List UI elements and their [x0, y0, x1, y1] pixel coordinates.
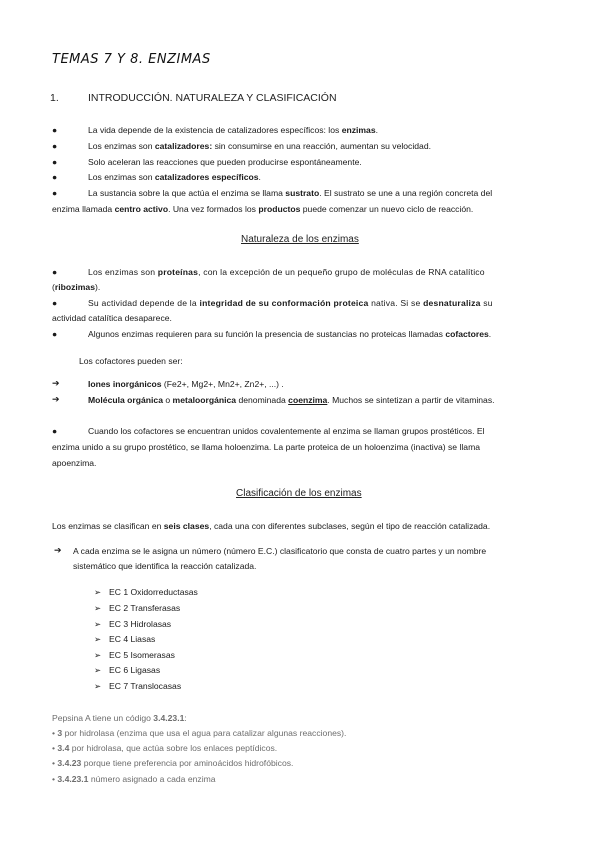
clasificacion-heading: Clasificación de los enzimas [236, 488, 362, 499]
prosteticos-line-1: Cuando los cofactores se encuentran unidos covalentemente al enzima se llaman grupos prostéticos. El [88, 426, 485, 436]
pepsina-item-3: • 3.4.23 porque tiene preferencia por aminoácidos hidrofóbicos. [52, 758, 294, 768]
triangle-arrow-icon: ➢ [94, 634, 102, 644]
bullet-icon: • [52, 728, 56, 738]
pepsina-item-1: • 3 por hidrolasa (enzima que usa el agua para catalizar algunas reacciones). [52, 728, 347, 738]
bullet-icon: ● [52, 298, 58, 308]
bullet-icon: ● [52, 125, 58, 135]
section-heading [50, 92, 337, 104]
intro-bullet-3: Solo aceleran las reacciones que pueden producirse espontáneamente. [88, 157, 362, 167]
triangle-arrow-icon: ➢ [94, 650, 102, 660]
triangle-arrow-icon: ➢ [94, 603, 102, 613]
ec-class-item: ➢ EC 5 Isomerasas [94, 650, 175, 660]
prosteticos-line-2: enzima unido a su grupo prostético, se llama holoenzima. La parte proteica de un holoenzima (inactiva) se llama [52, 442, 481, 452]
clasificacion-intro: Los enzimas se clasifican en seis clases, cada una con diferentes subclases, según el tipo de reacción catalizada. [52, 521, 491, 531]
triangle-arrow-icon: ➢ [94, 681, 102, 691]
ec-number-line-1: A cada enzima se le asigna un número (número E.C.) clasificatorio que consta de cuatro partes y un nombre [73, 546, 487, 556]
section-number: 1. [50, 92, 59, 104]
cofactor-type-1: Iones inorgánicos (Fe2+, Mg2+, Mn2+, Zn2+, ...) . [88, 379, 284, 389]
naturaleza-bullet-3: Algunos enzimas requieren para su función la presencia de sustancias no proteicas llamadas cofactores. [88, 329, 492, 339]
bullet-icon: ● [52, 329, 58, 339]
ec-number-line-2: sistemático que identifica la reacción catalizada. [73, 561, 257, 571]
pepsina-item-4: • 3.4.23.1 número asignado a cada enzima [52, 774, 216, 784]
bullet-icon: ● [52, 267, 58, 277]
naturaleza-bullet-2-line-1: Su actividad depende de la integridad de su conformación proteica nativa. Si se desnaturaliza su [88, 298, 493, 308]
ec-class-item: ➢ EC 6 Ligasas [94, 665, 161, 675]
bullet-icon: ● [52, 188, 58, 198]
bullet-icon: ● [52, 157, 58, 167]
triangle-arrow-icon: ➢ [94, 665, 102, 675]
cofactores-intro: Los cofactores pueden ser: [79, 356, 183, 366]
bullet-icon: ● [52, 426, 58, 436]
triangle-arrow-icon: ➢ [94, 587, 102, 597]
bullet-icon: ● [52, 141, 58, 151]
ec-class-item: ➢ EC 1 Oxidorreductasas [94, 587, 198, 597]
bullet-icon: • [52, 758, 56, 768]
ec-class-item: ➢ EC 2 Transferasas [94, 603, 181, 613]
pepsina-intro: Pepsina A tiene un código 3.4.23.1: [52, 713, 187, 723]
cofactor-type-2: Molécula orgánica o metaloorgánica denominada coenzima. Muchos se sintetizan a partir de vitaminas. [88, 395, 495, 405]
arrow-icon: ➔ [54, 545, 62, 555]
arrow-icon: ➔ [52, 378, 60, 388]
bullet-icon: ● [52, 172, 58, 182]
triangle-arrow-icon: ➢ [94, 619, 102, 629]
intro-bullet-4: Los enzimas son catalizadores específicos. [88, 172, 261, 182]
bullet-icon: • [52, 774, 56, 784]
intro-bullet-5-line-1: La sustancia sobre la que actúa el enzima se llama sustrato. El sustrato se une a una región concreta del [88, 188, 493, 198]
intro-bullet-2: Los enzimas son catalizadores: sin consumirse en una reacción, aumentan su velocidad. [88, 141, 431, 151]
section-title: INTRODUCCIÓN. NATURALEZA Y CLASIFICACIÓN [88, 92, 337, 104]
pepsina-item-2: • 3.4 por hidrolasa, que actúa sobre los enlaces peptídicos. [52, 743, 278, 753]
prosteticos-line-3: apoenzima. [52, 458, 97, 468]
document-title: TEMAS 7 Y 8. ENZIMAS [52, 52, 211, 67]
ec-class-item: ➢ EC 7 Translocasas [94, 681, 182, 691]
naturaleza-bullet-2-line-2: actividad catalítica desaparece. [52, 313, 172, 323]
ec-class-item: ➢ EC 4 Liasas [94, 634, 156, 644]
bullet-icon: • [52, 743, 56, 753]
intro-bullet-5-line-2: enzima llamada centro activo. Una vez formados los productos puede comenzar un nuevo ciclo de reacción. [52, 204, 474, 214]
naturaleza-bullet-1-line-2: (ribozimas). [52, 282, 101, 292]
naturaleza-heading: Naturaleza de los enzimas [241, 234, 359, 245]
intro-bullet-1: La vida depende de la existencia de catalizadores específicos: los enzimas. [88, 125, 378, 135]
naturaleza-bullet-1-line-1: Los enzimas son proteínas, con la excepción de un pequeño grupo de moléculas de RNA catalítico [88, 267, 485, 277]
ec-class-item: ➢ EC 3 Hidrolasas [94, 619, 172, 629]
arrow-icon: ➔ [52, 394, 60, 404]
